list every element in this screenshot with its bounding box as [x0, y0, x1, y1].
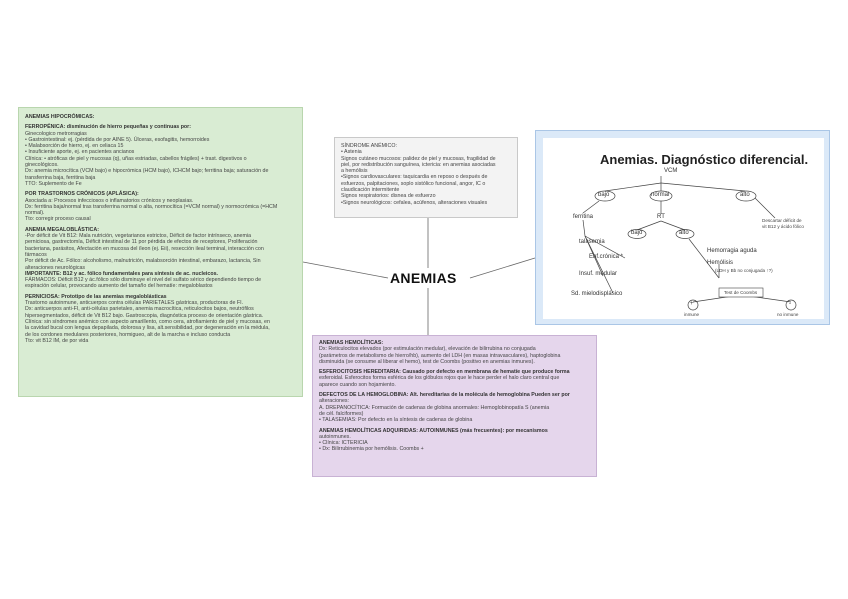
diagram-minus: -	[789, 301, 791, 307]
diagram-test-coombs: Test de Coombs	[724, 290, 758, 295]
left-box-line: Clínica: • atróficas de piel y mucosas (q), uñas estriadas, cabellos frágiles) + trast. digestivos o	[25, 155, 247, 162]
diagram-sd-mielodisplasico: Sd. mielodisplásico	[571, 291, 623, 297]
top-box-line: •Signos neurológicos: cefalea, acúfenos, alteraciones visuales	[341, 199, 488, 206]
left-box-line: TTO: Suplemento de Fe	[25, 180, 82, 187]
bottom-box-line: autoinmunes.	[319, 433, 351, 440]
bottom-box-line: de cél. falciformes)	[319, 410, 364, 417]
left-box-line: Ginecologico metrorragias	[25, 130, 87, 137]
diagram-inmune: inmune	[684, 312, 700, 317]
bottom-box-heading: ESFEROCITOSIS HEREDITARIA: Causado por defecto en membrana de hematíe que produce forma	[319, 369, 570, 376]
left-box-line: Tto: vit B12 IM, de por vida	[25, 337, 89, 344]
left-box-heading: POR TRASTORNOS CRÓNICOS (APLÁSICA):	[25, 191, 139, 198]
hypochromic-anemias-box	[18, 107, 303, 397]
diagram-insuf-medular: Insuf. medular	[579, 271, 618, 277]
bottom-box-line: A. DREPANOCÍTICA: Formación de cadenas de globina anormales: Hemoglobinopatía S (anemia	[319, 404, 550, 411]
left-box-line: fármacos	[25, 251, 47, 258]
bottom-box-line: esferoidal. Esferocitos forma esférica de los glóbulos rojos que le hace perder el halo claro central que	[319, 375, 560, 382]
top-box-line: Signos respiratorios: disnea de esfuerzo	[341, 193, 436, 200]
bottom-box-heading: ANEMIAS HEMOLÍTICAS ADQUIRIDAS: AUTOINMUNES (más frecuentes): por mecanismos	[319, 427, 548, 434]
left-box-line: Dx: anemia microcítica (VCM bajo) e hipocrómica (HCM bajo), ICHCM bajo; ferritina baja; saturación de	[25, 168, 269, 175]
top-box-line: Signos cutáneo mucosos: palidez de piel y mucosas, fragilidad de	[341, 155, 496, 162]
left-box-line: espiración celular, provocando aumento del tamaño del hematíe: megaloblastos	[25, 283, 213, 290]
left-box-line: -Por déficit de Vit B12: Mala nutrición, vegetarianos estrictos, Déficit de factor intrínseco, anemia	[25, 233, 252, 240]
diagram-normal: normal	[651, 192, 670, 198]
differential-diagnosis-panel	[535, 130, 830, 325]
left-box-line: • Gastrointestinal: ej. (pérdida de por AINE 5). Úlceras, esofagitis, hemorroides	[25, 136, 210, 143]
left-box-heading: PERNICIOSA: Prototipo de las anemias megaloblásticas	[25, 293, 167, 300]
top-box-line: • Astenia	[341, 149, 362, 156]
diagram-canvas	[543, 138, 824, 319]
top-box-line: SÍNDROME ANÉMICO:	[341, 143, 397, 149]
diagram-vcm: VCM	[664, 168, 678, 174]
diagram-rt: RT	[657, 214, 665, 220]
diagram-talasemia: talasemia	[579, 239, 605, 245]
diagram-alto-rt: alto	[679, 230, 689, 236]
left-box-heading: ANEMIAS HIPOCRÓMICAS:	[25, 114, 95, 120]
left-box-line: Trastorno autoinmune, anticuerpos contra células PARIETALES gástricas, productoras de FI.	[25, 300, 244, 307]
left-box-line: transferrina baja, ferritina baja	[25, 174, 96, 181]
diagram-deficit-note-2: vit B12 y ácido fólico	[762, 224, 804, 229]
central-topic-title: ANEMIAS	[390, 270, 457, 286]
left-box-line: FÁRMACOS: Déficit B12 y ác.fólico sólo disminuye el nivel del sulfato sérico dependiendo tiempo de	[25, 277, 262, 284]
diagram-bajo-rt: bajo	[631, 230, 643, 236]
left-box-line: hipersegmentados, déficit de Vit B12 bajo. Gastroscopia, diagnóstica proceso de orientación gástrica.	[25, 312, 264, 319]
left-box-line: Por déficit de Ac. Fólico: alcoholismo, malnutrición, malabsorción intestinal, embarazo, lactancia, Sin	[25, 258, 261, 265]
connector-left	[303, 262, 388, 278]
bottom-box-line: • Dx: Bilirrubinemia por hemólisis. Coombs +	[319, 446, 424, 453]
left-box-line: bacteriana, parásitos, Afectación en mucosa del íleon (ej. Eii), resección ileal terminal, interacción con	[25, 245, 264, 252]
bottom-box-line: (parámetros de metabolismo de hierro/hb), aumento del LDH (en masas intravasculares), haptoglobina	[319, 352, 561, 359]
diagram-no-inmune: no inmune	[777, 312, 799, 317]
bottom-box-line: aparece cuando son hojamiento.	[319, 381, 396, 388]
diagram-alto: alto	[740, 192, 750, 198]
diagram-ldh: (LDH y Bb no conjugada ↑?)	[715, 268, 773, 273]
left-box-line: Dx: anticuerpos anti-FI, anti-células parietales, anemia macrocítica, reticulocitos bajos, neutrófilos	[25, 306, 254, 313]
bottom-box-line: • TALASEMIAS: Por defecto en la síntesis de cadenas de globina	[319, 417, 473, 424]
diagram-deficit-note-1: Descartar déficit de	[762, 218, 802, 223]
left-box-heading: ANEMIA MEGALOBLÁSTICA:	[25, 226, 99, 233]
left-box-line: ginecológicos.	[25, 162, 59, 169]
hemolytic-anemias-box	[312, 335, 597, 477]
left-box-line: Asociada a: Procesos infecciosos o inflamatorios crónicos y neoplasias.	[25, 197, 194, 204]
bottom-box-heading: DEFECTOS DE LA HEMOGLOBINA: Alt. hereditarias de la molécula de hemoglobina Pueden ser por	[319, 392, 570, 399]
anemic-syndrome-box	[334, 137, 518, 218]
connector-right	[470, 258, 535, 278]
left-box-line: normal).	[25, 210, 45, 217]
left-box-line: de los cordones medulares posteriores, hormigueo, alt de la marcha e incluso conducta	[25, 331, 231, 338]
diagram-enf-cronica: Enf.crónica *	[589, 254, 624, 260]
diagram-title: Anemias. Diagnóstico diferencial.	[600, 152, 809, 167]
diagram-bajo: bajo	[598, 192, 610, 198]
top-box-line: •Signos cardiovasculares: taquicardia en reposo o después de	[341, 174, 488, 181]
top-box-line: claudicación intermitente	[341, 187, 400, 194]
left-box-line: • Malabsorción de hierro, ej. en celiaca 15	[25, 143, 124, 150]
top-box-line: a hemólisis	[341, 168, 368, 175]
left-box-line: Tto: corregir proceso causal	[25, 216, 91, 223]
left-box-line: la cavidad bucal con lengua depapilada, dolorosa y lisa, alt.sensibilidad, por degeneración en la médula,	[25, 325, 270, 332]
left-box-line: alteraciones neurológicas	[25, 264, 86, 271]
left-box-line: Clínica: sin síndromes anémico con aspecto amarillento, como cera, atrofiamiento de piel y mucosas, en	[25, 318, 270, 325]
diagram-hemorragia: Hemorragia aguda	[707, 248, 757, 254]
left-box-heading: FERROPÉNICA: disminución de hierro pequeñas y continuas por:	[25, 124, 191, 131]
left-box-line: • Insuficiente aporte, ej. en pacientes ancianos	[25, 149, 135, 156]
diagram-plus: +	[690, 301, 694, 307]
top-box-line: piel, por redistribución sanguínea, ictericia: en anemias asociadas	[341, 161, 496, 168]
bottom-box-line: alteraciones:	[319, 398, 350, 405]
bottom-box-line: Dx: Reticulocitos elevados (por estimulación medular), elevación de bilirrubina no conjugada	[319, 346, 536, 353]
left-box-heading: IMPORTANTE: B12 y ac. fólico fundamentales para síntesis de ac. nucleicos.	[25, 270, 218, 277]
diagram-ferritina: ferritina	[573, 214, 594, 220]
diagram-hemolisis: Hemólisis	[707, 260, 734, 266]
top-box-line: esfuerzos, palpitaciones, soplo sistólico funcional, angor, IC o	[341, 180, 486, 187]
bottom-box-line: • Clínica: ICTERICIA	[319, 440, 368, 447]
left-box-line: Dx: ferritina baja/normal tras transferrina normal o alta, normocítica (=VCM normal) y normocrómica (=HCM	[25, 203, 278, 210]
bottom-box-heading: ANEMIAS HEMOLÍTICAS:	[319, 340, 384, 346]
left-box-line: perniciosa, gastrectomía, Déficit intestinal de 11 por pérdida de efectos de receptores, Proliferación	[25, 239, 258, 246]
bottom-box-line: disminuida (se consume al liberar el hemo), test de Coombs (positivo en anemias inmunes).	[319, 358, 535, 365]
